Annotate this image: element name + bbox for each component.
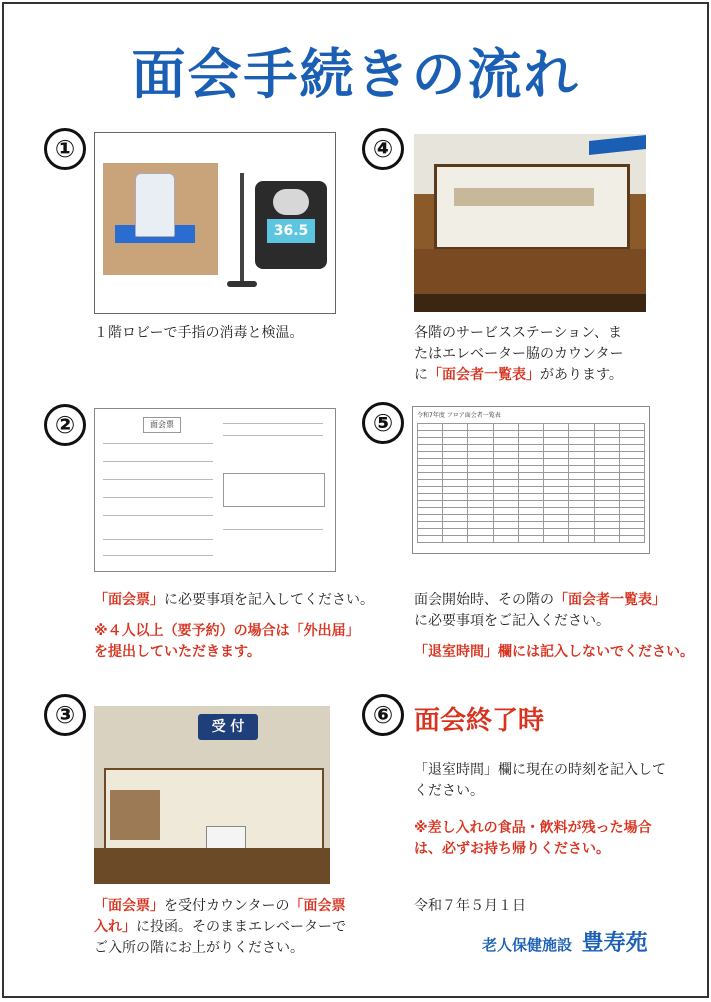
table-cell	[418, 459, 443, 466]
table-cell	[518, 536, 543, 543]
table-cell	[569, 466, 594, 473]
table-cell	[468, 431, 493, 438]
table-cell	[619, 424, 644, 431]
table-cell	[569, 515, 594, 522]
step-6-note-1: ※差し入れの食品・飲料が残った場合	[414, 820, 652, 836]
table-cell	[443, 508, 468, 515]
table-cell	[418, 487, 443, 494]
sanitizer-bottle-icon	[135, 173, 175, 237]
step-3-number: ③	[44, 694, 86, 736]
table-cell	[493, 431, 518, 438]
table-cell	[468, 473, 493, 480]
station-window	[434, 164, 630, 250]
thermometer-device-icon	[255, 181, 327, 269]
thermometer-stand-icon	[240, 173, 244, 283]
table-cell	[619, 445, 644, 452]
table-cell	[443, 466, 468, 473]
step-5-prefix: 面会開始時、その階の	[414, 592, 554, 608]
step-3-line-2	[94, 917, 346, 938]
table-cell	[443, 431, 468, 438]
table-cell	[619, 480, 644, 487]
step-4-photo	[414, 134, 646, 312]
step-3-line-1	[94, 896, 346, 917]
table-cell	[443, 473, 468, 480]
table-cell	[493, 515, 518, 522]
step-4-number: ④	[362, 128, 404, 170]
form-line	[223, 529, 323, 530]
table-cell	[569, 459, 594, 466]
table-cell	[619, 494, 644, 501]
step-3-line-2-rest: に投函。そのままエレベーターで	[136, 919, 346, 935]
table-cell	[468, 522, 493, 529]
form-line	[103, 479, 213, 480]
table-cell	[468, 445, 493, 452]
table-cell	[518, 424, 543, 431]
step-6-line-2: ください。	[414, 783, 484, 799]
step-6-number: ⑥	[362, 694, 404, 736]
reception-sign: 受 付	[198, 714, 258, 740]
table-cell	[468, 459, 493, 466]
form-line	[103, 443, 213, 444]
table-row	[418, 501, 645, 508]
table-cell	[418, 431, 443, 438]
table-cell	[468, 529, 493, 536]
table-cell	[594, 424, 619, 431]
form-name-red: 「面会票」	[94, 592, 164, 608]
form-line	[103, 515, 213, 516]
station-shelf	[454, 188, 594, 206]
table-cell	[418, 494, 443, 501]
table-cell	[544, 466, 569, 473]
step-6-line-1: 「退室時間」欄に現在の時刻を記入して	[414, 762, 666, 778]
step-5-table-image	[412, 406, 650, 554]
table-cell	[468, 508, 493, 515]
table-cell	[443, 501, 468, 508]
facility-brand	[482, 926, 648, 957]
table-row	[418, 487, 645, 494]
table-cell	[544, 431, 569, 438]
table-cell	[619, 501, 644, 508]
table-cell	[443, 529, 468, 536]
step-3-text	[94, 896, 346, 959]
table-cell	[619, 536, 644, 543]
table-cell	[418, 424, 443, 431]
table-header: 令和7年度 フロア面会者一覧表	[417, 412, 501, 419]
step-4-line-1: 各階のサービスステーション、ま	[414, 325, 623, 341]
step-3-line-1-rest: を受付カウンターの	[164, 898, 290, 914]
table-cell	[518, 487, 543, 494]
table-cell	[569, 452, 594, 459]
table-cell	[518, 452, 543, 459]
flyer-page	[2, 2, 709, 998]
table-cell	[468, 480, 493, 487]
floor	[414, 294, 646, 312]
step-2-number: ②	[44, 404, 86, 446]
table-cell	[544, 508, 569, 515]
table-cell	[443, 487, 468, 494]
printer-icon	[206, 826, 246, 850]
box-name-red: 「面会票	[289, 898, 346, 914]
table-cell	[569, 494, 594, 501]
table-cell	[518, 473, 543, 480]
table-row	[418, 445, 645, 452]
table-cell	[544, 494, 569, 501]
table-cell	[493, 522, 518, 529]
table-cell	[443, 522, 468, 529]
table-row	[418, 508, 645, 515]
table-cell	[443, 438, 468, 445]
table-cell	[418, 501, 443, 508]
table-cell	[418, 466, 443, 473]
step-2-text	[94, 590, 374, 663]
table-cell	[468, 466, 493, 473]
table-cell	[544, 459, 569, 466]
form-line	[103, 555, 213, 556]
table-cell	[619, 487, 644, 494]
table-cell	[493, 438, 518, 445]
table-cell	[619, 431, 644, 438]
form-name-red: 「面会票」	[94, 898, 164, 914]
step-5-note: 「退室時間」欄には記入しないでください。	[414, 644, 694, 660]
table-cell	[544, 473, 569, 480]
table-cell	[594, 494, 619, 501]
step-4-line-2: たはエレベーター脇のカウンター	[414, 346, 624, 362]
table-cell	[418, 529, 443, 536]
step-4-text	[414, 323, 623, 386]
table-row	[418, 431, 645, 438]
table-cell	[468, 501, 493, 508]
table-cell	[544, 438, 569, 445]
issue-date: 令和７年５月１日	[414, 898, 526, 914]
table-cell	[493, 424, 518, 431]
table-cell	[443, 445, 468, 452]
table-cell	[569, 522, 594, 529]
stand-base	[227, 281, 257, 287]
table-cell	[493, 501, 518, 508]
table-cell	[594, 438, 619, 445]
table-cell	[418, 452, 443, 459]
step-4-line-3	[414, 365, 623, 386]
step-3-photo	[94, 706, 330, 884]
table-cell	[569, 473, 594, 480]
table-cell	[544, 515, 569, 522]
table-cell	[594, 487, 619, 494]
table-cell	[544, 480, 569, 487]
table-cell	[493, 459, 518, 466]
step-2-note-2: を提出していただきます。	[94, 644, 261, 660]
form-line	[103, 461, 213, 462]
table-row	[418, 515, 645, 522]
table-cell	[594, 515, 619, 522]
table-cell	[518, 501, 543, 508]
table-cell	[418, 445, 443, 452]
table-cell	[518, 459, 543, 466]
table-cell	[468, 424, 493, 431]
table-cell	[493, 473, 518, 480]
form-line	[223, 423, 323, 424]
step-1-number: ①	[44, 128, 86, 170]
table-cell	[468, 536, 493, 543]
table-cell	[569, 424, 594, 431]
table-cell	[619, 466, 644, 473]
step-5-text	[414, 590, 694, 663]
table-cell	[443, 452, 468, 459]
thermometer-reading: 36.5	[267, 219, 315, 243]
table-cell	[544, 536, 569, 543]
table-cell	[418, 536, 443, 543]
step-6-text	[414, 760, 666, 860]
table-cell	[468, 452, 493, 459]
table-cell	[569, 445, 594, 452]
table-cell	[569, 438, 594, 445]
table-cell	[418, 480, 443, 487]
table-cell	[518, 515, 543, 522]
table-cell	[544, 452, 569, 459]
step-2-form-image	[94, 408, 336, 572]
table-cell	[418, 515, 443, 522]
table-cell	[518, 431, 543, 438]
table-cell	[569, 480, 594, 487]
table-cell	[619, 529, 644, 536]
table-row	[418, 424, 645, 431]
step-4-suffix: があります。	[540, 367, 623, 383]
box-name-red: 入れ」	[94, 919, 136, 935]
table-cell	[493, 487, 518, 494]
table-cell	[418, 473, 443, 480]
table-cell	[594, 473, 619, 480]
table-cell	[594, 466, 619, 473]
table-row	[418, 480, 645, 487]
table-cell	[443, 480, 468, 487]
table-cell	[518, 522, 543, 529]
form-line	[103, 497, 213, 498]
step-5-number: ⑤	[362, 402, 404, 444]
table-cell	[569, 487, 594, 494]
table-cell	[569, 431, 594, 438]
table-cell	[493, 536, 518, 543]
list-name-red: 「面会者一覧表」	[428, 367, 540, 383]
table-cell	[544, 529, 569, 536]
table-row	[418, 529, 645, 536]
table-cell	[619, 522, 644, 529]
table-cell	[619, 508, 644, 515]
table-cell	[619, 438, 644, 445]
form-line	[223, 435, 323, 436]
table-cell	[594, 501, 619, 508]
table-cell	[518, 438, 543, 445]
table-row	[418, 522, 645, 529]
step-2-line-1	[94, 590, 374, 611]
table-cell	[493, 480, 518, 487]
table-cell	[493, 494, 518, 501]
table-cell	[418, 438, 443, 445]
table-cell	[594, 459, 619, 466]
table-cell	[594, 445, 619, 452]
reception-shelf	[110, 790, 160, 840]
table-cell	[493, 452, 518, 459]
table-row	[418, 536, 645, 543]
sensor-head	[273, 189, 309, 215]
table-cell	[493, 445, 518, 452]
step-1-photo	[94, 132, 336, 314]
table-cell	[594, 529, 619, 536]
table-cell	[544, 445, 569, 452]
table-cell	[544, 501, 569, 508]
table-row	[418, 494, 645, 501]
table-cell	[594, 480, 619, 487]
table-cell	[443, 494, 468, 501]
form-title: 面会票	[143, 417, 181, 433]
table-cell	[544, 424, 569, 431]
step-2-line-1-rest: に必要事項を記入してください。	[164, 592, 374, 608]
facility-type: 老人保健施設	[482, 936, 573, 954]
table-cell	[468, 438, 493, 445]
table-cell	[518, 480, 543, 487]
table-cell	[418, 522, 443, 529]
table-row	[418, 438, 645, 445]
step-6-heading: 面会終了時	[414, 706, 545, 736]
reception-counter	[94, 848, 330, 884]
table-cell	[518, 494, 543, 501]
table-cell	[468, 487, 493, 494]
step-6-note-2: は、必ずお持ち帰りください。	[414, 841, 610, 857]
table-row	[418, 452, 645, 459]
table-cell	[569, 501, 594, 508]
table-cell	[518, 445, 543, 452]
table-cell	[443, 424, 468, 431]
step-5-line-1	[414, 590, 694, 611]
table-cell	[468, 494, 493, 501]
table-cell	[443, 515, 468, 522]
table-cell	[544, 487, 569, 494]
table-cell	[594, 452, 619, 459]
table-cell	[518, 529, 543, 536]
table-cell	[619, 452, 644, 459]
form-box	[223, 473, 325, 507]
step-4-prefix: に	[414, 367, 428, 383]
table-row	[418, 473, 645, 480]
table-cell	[518, 466, 543, 473]
table-cell	[443, 536, 468, 543]
table-cell	[569, 508, 594, 515]
table-cell	[619, 473, 644, 480]
step-1-text: １階ロビーで手指の消毒と検温。	[94, 325, 304, 341]
visitor-list-table	[417, 423, 645, 543]
table-row	[418, 459, 645, 466]
step-3-line-3: ご入所の階にお上がりください。	[94, 940, 304, 956]
table-cell	[493, 508, 518, 515]
step-2-note-1: ※４人以上（要予約）の場合は「外出届」	[94, 623, 360, 639]
table-cell	[569, 529, 594, 536]
table-cell	[493, 466, 518, 473]
table-cell	[544, 522, 569, 529]
step-5-line-2: に必要事項をご記入ください。	[414, 613, 610, 629]
table-cell	[518, 508, 543, 515]
form-line	[103, 539, 213, 540]
facility-name: 豊寿苑	[581, 931, 648, 956]
table-cell	[493, 529, 518, 536]
table-cell	[418, 508, 443, 515]
table-cell	[619, 515, 644, 522]
list-name-red: 「面会者一覧表」	[554, 592, 666, 608]
table-cell	[594, 508, 619, 515]
table-cell	[443, 459, 468, 466]
table-row	[418, 466, 645, 473]
table-cell	[569, 536, 594, 543]
table-cell	[619, 459, 644, 466]
table-cell	[594, 431, 619, 438]
table-cell	[594, 536, 619, 543]
table-cell	[594, 522, 619, 529]
table-cell	[468, 515, 493, 522]
page-title: 面会手続きの流れ	[131, 43, 580, 106]
